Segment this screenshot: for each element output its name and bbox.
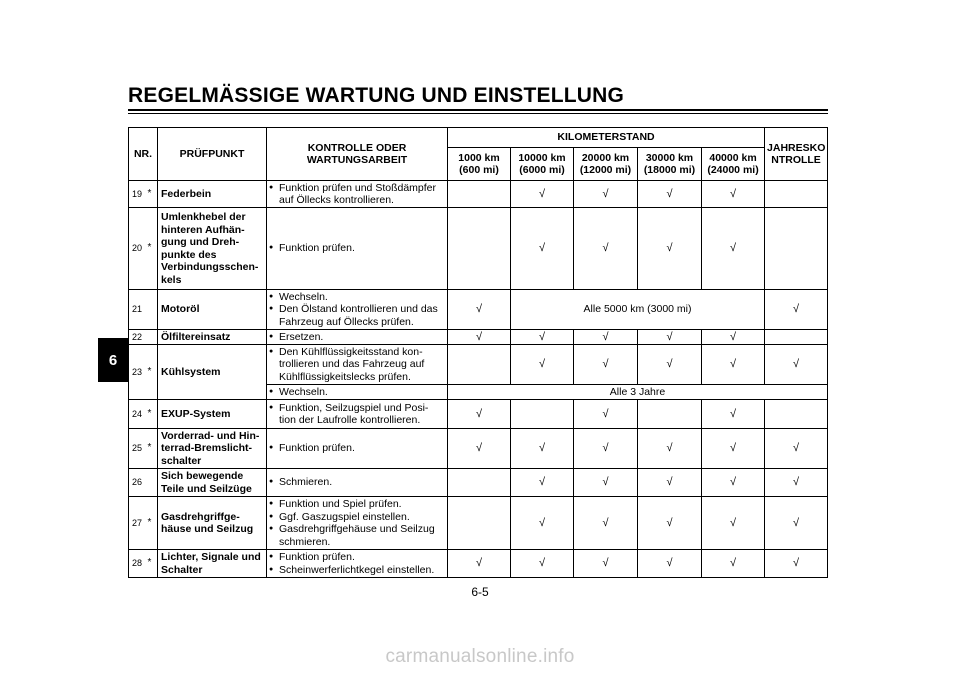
check-cell: √: [511, 550, 574, 578]
header-km-4: 30000 km (18000 mi): [638, 148, 702, 181]
row-star: *: [148, 429, 158, 469]
action-item: ● Schmieren.: [269, 476, 445, 489]
action-item: ● Funktion prüfen.: [269, 442, 445, 455]
row-item: Vorderrad- und Hin-terrad-Bremslicht-schalter: [158, 429, 267, 469]
check-cell: √: [574, 330, 638, 345]
row-item: Gasdrehgriffge-häuse und Seilzug: [158, 497, 267, 550]
row-number: 20: [129, 208, 148, 290]
row-item: Sich bewegende Teile und Seilzüge: [158, 469, 267, 497]
check-cell: [511, 400, 574, 429]
row-number: 28: [129, 550, 148, 578]
action-item: ● Scheinwerferlichtkegel einstellen.: [269, 564, 445, 577]
check-cell: [448, 181, 511, 208]
row-item: Kühlsystem: [158, 345, 267, 400]
action-item: ● Funktion und Spiel prüfen.: [269, 498, 445, 511]
check-cell: √: [574, 345, 638, 385]
action-item: ● Funktion, Seilzugspiel und Posi-tion der Laufrolle kontrollieren.: [269, 402, 445, 427]
row-item: Ölfiltereinsatz: [158, 330, 267, 345]
table-row: [129, 208, 828, 290]
check-cell: [448, 345, 511, 385]
check-cell: √: [702, 345, 765, 385]
row-number: 24: [129, 400, 148, 429]
header-nr: NR.: [129, 128, 158, 181]
check-cell: √: [511, 208, 574, 290]
check-cell: √: [765, 429, 828, 469]
table-row: [129, 290, 828, 330]
row-number: 21: [129, 290, 148, 330]
row-actions: [267, 290, 448, 330]
check-cell: √: [638, 181, 702, 208]
check-cell: √: [574, 181, 638, 208]
check-cell: √: [702, 469, 765, 497]
row-actions: [267, 400, 448, 429]
table-row: [129, 429, 828, 469]
check-cell: √: [511, 181, 574, 208]
title-rule-thin: [128, 113, 828, 114]
row-item: Lichter, Signale und Schalter: [158, 550, 267, 578]
row-star: *: [148, 400, 158, 429]
check-cell: √: [638, 429, 702, 469]
interval-span: Alle 3 Jahre: [448, 385, 828, 400]
check-cell: √: [511, 429, 574, 469]
check-cell: √: [448, 400, 511, 429]
row-star: *: [148, 497, 158, 550]
check-cell: √: [765, 550, 828, 578]
row-star: *: [148, 550, 158, 578]
check-cell: √: [765, 497, 828, 550]
action-item: ● Ggf. Gaszugspiel einstellen.: [269, 511, 445, 524]
table-row: [129, 550, 828, 578]
action-item: ● Funktion prüfen.: [269, 551, 445, 564]
page-number: 6-5: [471, 585, 489, 599]
table-row: [129, 469, 828, 497]
check-cell: √: [702, 497, 765, 550]
table-row: [129, 400, 828, 429]
maintenance-table: [128, 127, 828, 578]
check-cell: [765, 181, 828, 208]
row-item: Federbein: [158, 181, 267, 208]
check-cell: [448, 469, 511, 497]
row-item: EXUP-System: [158, 400, 267, 429]
row-number: 27: [129, 497, 148, 550]
row-item: Umlenkhebel der hinteren Aufhän-gung und Dreh-punkte des Verbindungsschen-kels: [158, 208, 267, 290]
row-number: 19: [129, 181, 148, 208]
check-cell: [448, 497, 511, 550]
check-cell: √: [448, 550, 511, 578]
check-cell: √: [511, 330, 574, 345]
interval-span: Alle 5000 km (3000 mi): [511, 290, 765, 330]
header-km-5: 40000 km (24000 mi): [702, 148, 765, 181]
action-item: ● Funktion prüfen.: [269, 242, 445, 255]
check-cell: √: [702, 550, 765, 578]
check-cell: √: [574, 469, 638, 497]
row-actions: [267, 469, 448, 497]
check-cell: [765, 208, 828, 290]
header-odometer: KILOMETERSTAND: [448, 128, 765, 148]
check-cell: [638, 400, 702, 429]
page-title: REGELMÄSSIGE WARTUNG UND EINSTELLUNG: [128, 84, 625, 107]
check-cell: √: [765, 469, 828, 497]
row-number: 26: [129, 469, 148, 497]
check-cell: √: [574, 400, 638, 429]
check-cell: √: [638, 497, 702, 550]
table-row: [129, 181, 828, 208]
header-annual: JAHRESKO NTROLLE: [765, 128, 828, 181]
action-item: ● Den Ölstand kontrollieren und das Fahrzeug auf Öllecks prüfen.: [269, 303, 445, 328]
check-cell: √: [574, 429, 638, 469]
check-cell: √: [638, 345, 702, 385]
row-star: *: [148, 181, 158, 208]
header-km-1: 1000 km (600 mi): [448, 148, 511, 181]
header-km-2: 10000 km (6000 mi): [511, 148, 574, 181]
action-item: ● Den Kühlflüssigkeitsstand kon-trollieren und das Fahrzeug auf Kühlflüssigkeitslecks prüfen.: [269, 346, 445, 384]
check-cell: √: [448, 290, 511, 330]
row-actions: [267, 330, 448, 345]
action-item: ● Wechseln.: [269, 291, 445, 304]
check-cell: √: [448, 330, 511, 345]
action-item: ● Wechseln.: [269, 386, 445, 399]
check-cell: √: [574, 550, 638, 578]
row-actions: [267, 497, 448, 550]
check-cell: √: [638, 550, 702, 578]
check-cell: √: [702, 330, 765, 345]
action-item: ● Gasdrehgriffgehäuse und Seilzug schmieren.: [269, 523, 445, 548]
table-row: [129, 497, 828, 550]
check-cell: √: [511, 345, 574, 385]
check-cell: √: [448, 429, 511, 469]
header-km-3: 20000 km (12000 mi): [574, 148, 638, 181]
title-rule: [128, 109, 828, 111]
row-number: 25: [129, 429, 148, 469]
check-cell: √: [702, 400, 765, 429]
table-row: [129, 330, 828, 345]
check-cell: √: [765, 290, 828, 330]
row-actions: [267, 181, 448, 208]
row-actions: [267, 429, 448, 469]
check-cell: √: [574, 208, 638, 290]
row-star: *: [148, 208, 158, 290]
row-star: [148, 290, 158, 330]
row-star: [148, 330, 158, 345]
check-cell: √: [638, 330, 702, 345]
action-item: ● Funktion prüfen und Stoßdämpfer auf Öllecks kontrollieren.: [269, 182, 445, 207]
action-item: ● Ersetzen.: [269, 331, 445, 344]
check-cell: [765, 330, 828, 345]
table-row: [129, 345, 828, 385]
chapter-tab: 6: [98, 338, 128, 382]
row-actions: [267, 208, 448, 290]
row-star: [148, 469, 158, 497]
check-cell: √: [574, 497, 638, 550]
row-actions: [267, 345, 448, 385]
check-cell: √: [702, 208, 765, 290]
check-cell: [765, 400, 828, 429]
check-cell: √: [765, 345, 828, 385]
row-number: 22: [129, 330, 148, 345]
watermark-footer: carmanualsonline.info: [385, 646, 575, 667]
row-number: 23: [129, 345, 148, 400]
check-cell: √: [511, 497, 574, 550]
header-item: PRÜFPUNKT: [158, 128, 267, 181]
check-cell: √: [638, 208, 702, 290]
row-star: *: [148, 345, 158, 400]
check-cell: √: [511, 469, 574, 497]
check-cell: √: [638, 469, 702, 497]
check-cell: [448, 208, 511, 290]
check-cell: √: [702, 181, 765, 208]
header-check: KONTROLLE ODER WARTUNGSARBEIT: [267, 128, 448, 181]
check-cell: √: [702, 429, 765, 469]
table-body: [129, 181, 828, 578]
row-actions: [267, 550, 448, 578]
row-item: Motoröl: [158, 290, 267, 330]
row-actions: [267, 385, 448, 400]
